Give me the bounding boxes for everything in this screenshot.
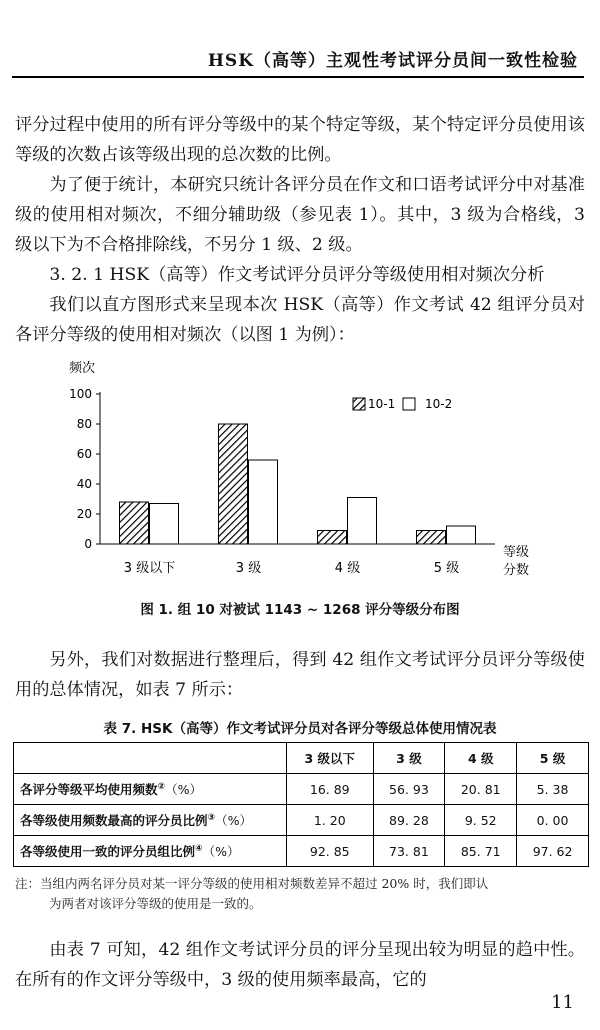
table-cell: 9. 52 [445, 805, 517, 836]
row-label: 各评分等级平均使用频数②（%） [14, 774, 287, 805]
bar-10-2-4 [447, 526, 476, 544]
column-header: 5 级 [517, 743, 589, 774]
paragraph-5: 由表 7 可知，42 组作文考试评分员的评分呈现出较为明显的趋中性。在所有的作文评分等级中，3 级的使用频率最高，它的 [15, 940, 585, 990]
note-line-1: 注：当组内两名评分员对某一评分等级的使用相对频数差异不超过 20% 时，我们即认 [15, 876, 489, 891]
table-header-row [14, 743, 589, 774]
x-tick-label: 5 级 [433, 561, 460, 576]
y-tick-label: 0 [84, 537, 92, 551]
table-cell: 1. 20 [287, 805, 374, 836]
y-tick-label: 100 [69, 387, 92, 401]
bar-10-2-2 [249, 460, 278, 544]
table-corner-cell [14, 743, 287, 774]
column-header: 3 级以下 [287, 743, 374, 774]
bar-10-1-1 [120, 502, 149, 544]
bar-10-2-1 [150, 504, 179, 545]
table-cell: 5. 38 [517, 774, 589, 805]
paragraph-3: 我们以直方图形式来呈现本次 HSK（高等）作文考试 42 组评分员对各评分等级的使用相对频次（以图 1 为例）： [15, 295, 585, 345]
y-tick-label: 20 [76, 507, 92, 521]
bar-10-1-3 [318, 531, 347, 545]
y-axis-label: 频次 [69, 361, 96, 376]
row-label: 各等级使用一致的评分员组比例④（%） [14, 836, 287, 867]
legend-label-10-1: 10-1 [368, 397, 396, 411]
table-cell: 89. 28 [373, 805, 445, 836]
bar-10-2-3 [348, 498, 377, 545]
y-tick-label: 60 [76, 447, 92, 461]
figure-caption: 图 1. 组 10 对被试 1143 ~ 1268 评分等级分布图 [140, 602, 460, 618]
table-cell: 92. 85 [287, 836, 374, 867]
table-row [14, 805, 589, 836]
table-note [15, 874, 590, 914]
legend-swatch-10-2 [403, 398, 415, 410]
paragraph-1: 评分过程中使用的所有评分等级中的某个特定等级，某个特定评分员使用该等级的次数占该等级出现的总次数的比例。 [15, 115, 585, 165]
legend-swatch-10-1 [353, 398, 365, 410]
section-heading: 3. 2. 1 HSK（高等）作文考试评分员评分等级使用相对频次分析 [49, 265, 545, 285]
x-axis-label-line1: 等级 [503, 545, 530, 560]
table-cell: 73. 81 [373, 836, 445, 867]
bar-10-1-4 [417, 531, 446, 545]
table-7 [13, 742, 589, 867]
bar-10-1-2 [219, 424, 248, 544]
table-row [14, 836, 589, 867]
legend [353, 397, 452, 411]
table-caption: 表 7. HSK（高等）作文考试评分员对各评分等级总体使用情况表 [103, 721, 497, 737]
x-tick-label: 3 级 [235, 561, 262, 576]
table-cell: 97. 62 [517, 836, 589, 867]
y-tick-label: 40 [76, 477, 92, 491]
row-label: 各等级使用频数最高的评分员比例③（%） [14, 805, 287, 836]
x-tick-label: 3 级以下 [123, 561, 176, 576]
table-cell: 85. 71 [445, 836, 517, 867]
x-axis-label-line2: 分数 [503, 563, 530, 578]
legend-label-10-2: 10-2 [425, 397, 453, 411]
header-rule [12, 76, 584, 78]
y-tick-label: 80 [76, 417, 92, 431]
note-line-2: 为两者对该评分等级的使用是一致的。 [49, 896, 262, 911]
running-title: HSK（高等）主观性考试评分员间一致性检验 [207, 51, 578, 71]
table-cell: 16. 89 [287, 774, 374, 805]
table-cell: 20. 81 [445, 774, 517, 805]
paragraph-4: 另外，我们对数据进行整理后，得到 42 组作文考试评分员评分等级使用的总体情况，如表 7 所示： [15, 650, 585, 700]
running-header [0, 46, 600, 74]
paragraph-2: 为了便于统计，本研究只统计各评分员在作文和口语考试评分中对基准级的使用相对频次，不细分辅助级（参见表 1）。其中，3 级为合格线，3 级以下为不合格排除线，不另分 1 级、2 级。 [15, 175, 585, 255]
table-cell: 56. 93 [373, 774, 445, 805]
table-row [14, 774, 589, 805]
figure-1-bar-chart [55, 360, 575, 585]
x-tick-label: 4 级 [334, 561, 361, 576]
table-cell: 0. 00 [517, 805, 589, 836]
page-number: 11 [551, 992, 574, 1013]
column-header: 3 级 [373, 743, 445, 774]
column-header: 4 级 [445, 743, 517, 774]
